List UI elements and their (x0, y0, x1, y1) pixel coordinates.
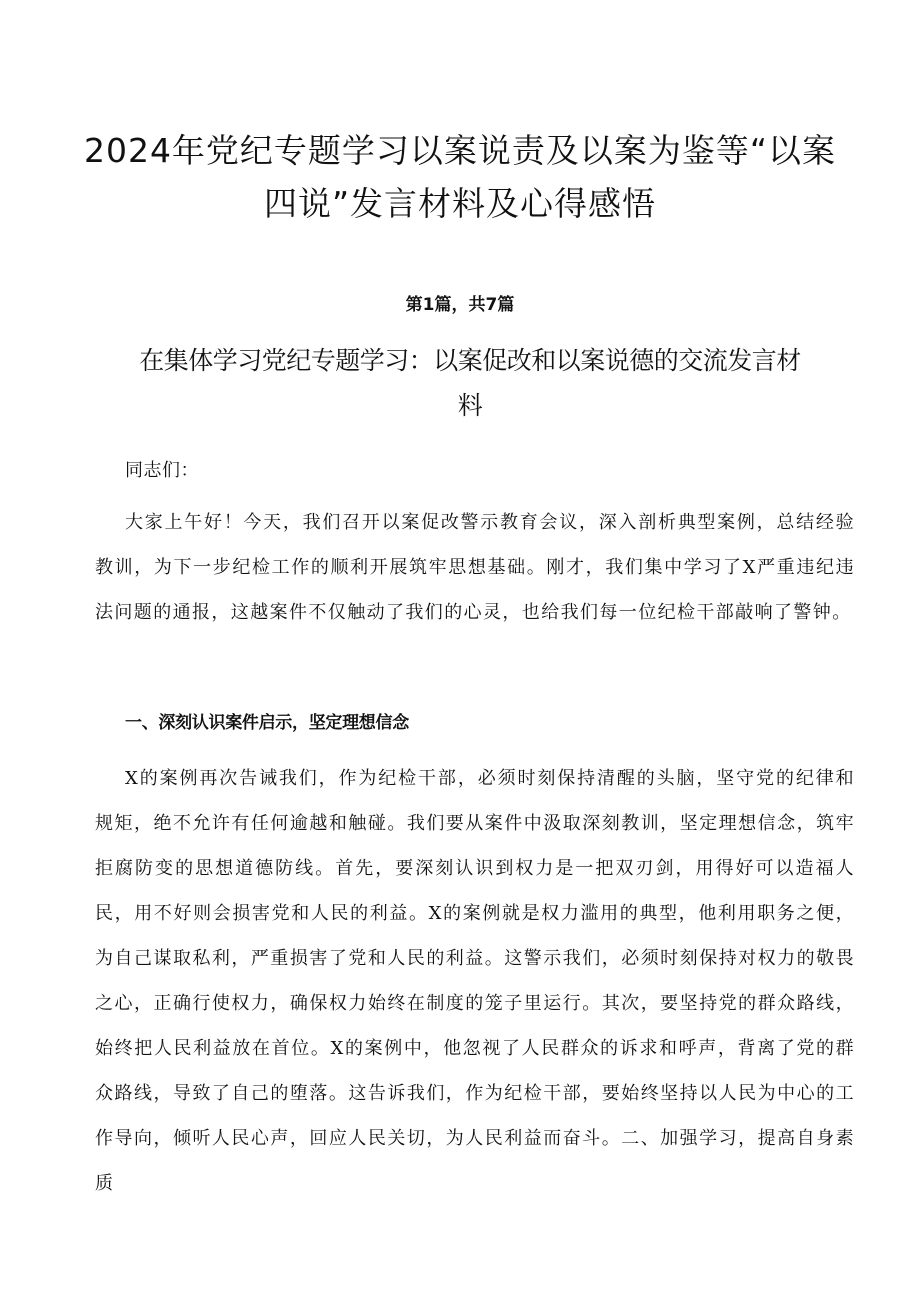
part-label: 第1篇，共7篇 (405, 295, 515, 315)
section-heading: 一、深刻认识案件启示，坚定理想信念 (125, 713, 409, 733)
document-title: 2024年党纪专题学习以案说责及以案为鉴等“以案四说”发言材料及心得感悟 (83, 131, 837, 223)
paragraph-intro: 大家上午好！今天，我们召开以案促改警示教育会议，深入剖析典型案例，总结经验教训，为下一步纪检工作的顺利开展筑牢思想基础。刚才，我们集中学习了X严重违纪违法问题的通报，这越案件不仅触动了我们的心灵，也给我们每一位纪检干部敲响了警钟。 (95, 512, 855, 623)
paragraph-body: X的案例再次告诫我们，作为纪检干部，必须时刻保持清醒的头脑，坚守党的纪律和规矩，绝不允许有任何逾越和触碰。我们要从案件中汲取深刻教训，坚定理想信念，筑牢拒腐防变的思想道德防线。首先，要深刻认识到权力是一把双刃剑，用得好可以造福人民，用不好则会损害党和人民的利益。X的案例就是权力滥用的典型，他利用职务之便，为自己谋取私利，严重损害了党和人民的利益。这警示我们，必须时刻保持对权力的敬畏之心，正确行使权力，确保权力始终在制度的笼子里运行。其次，要坚持党的群众路线，始终把人民利益放在首位。X的案例中，他忽视了人民群众的诉求和呼声，背离了党的群众路线，导致了自己的堕落。这告诉我们，作为纪检干部，要始终坚持以人民为中心的工作导向，倾听人民心声，回应人民关切，为人民利益而奋斗。二、加强学习，提高自身素质 (95, 768, 855, 1194)
greeting: 同志们： (125, 460, 199, 481)
document-subtitle: 在集体学习党纪专题学习：以案促改和以案说德的交流发言材料 (139, 346, 801, 420)
